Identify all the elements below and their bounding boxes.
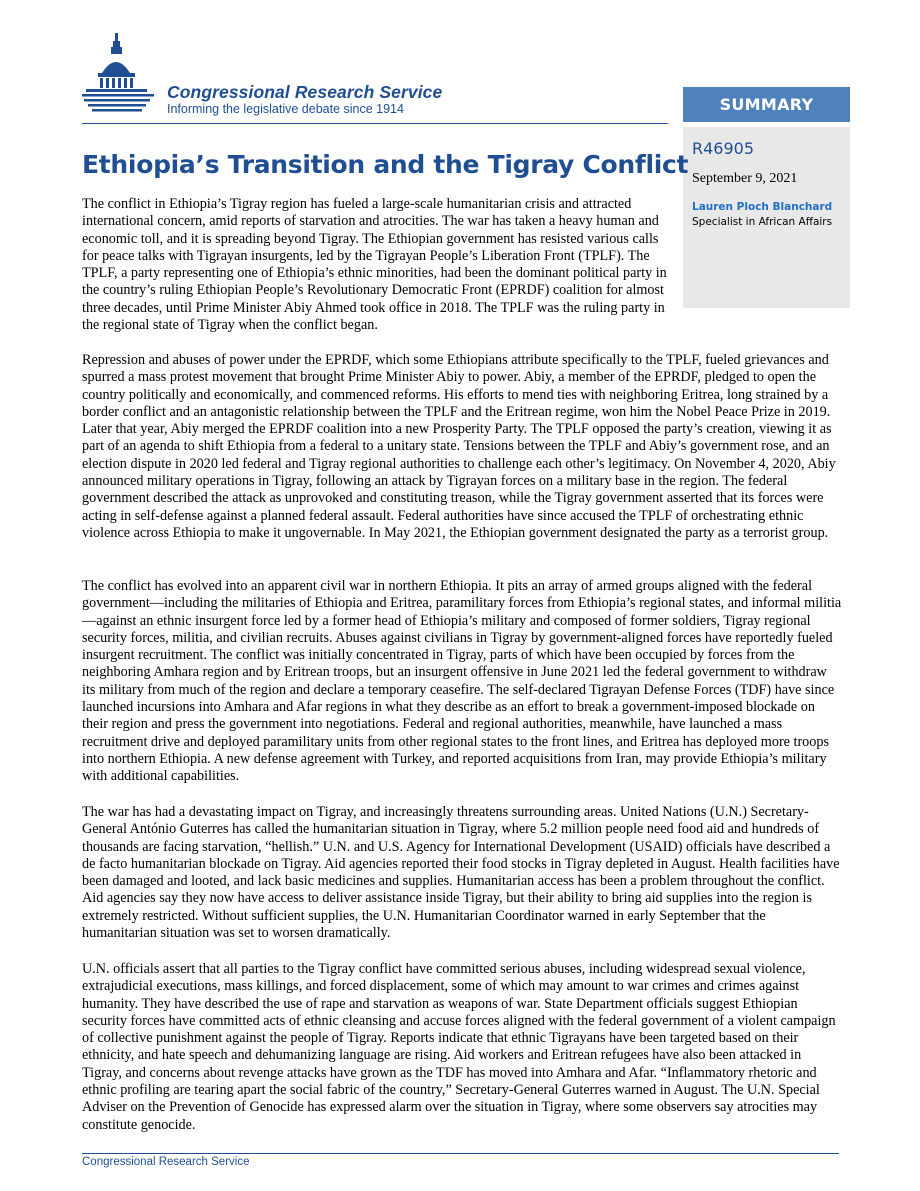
footer-org-name: Congressional Research Service [82, 1156, 250, 1168]
summary-paragraph: The war has had a devastating impact on Tigray, and increasingly threatens surrounding areas. United Nations (U.N.) Secretary-General António Guterres has called the humanitarian situation in Tigray, where 5.2 million people need food aid and hundreds of thousands are facing starvation, “hellish.” U.N. and U.S. Agency for International Development (USAID) officials have described a de facto humanitarian blockade on Tigray. Aid agencies reported their food stocks in Tigray depleted in August. Health facilities have been damaged and looted, and lack basic medicines and supplies. Humanitarian access has been a problem throughout the conflict. Aid agencies say they now have access to deliver assistance inside Tigray, but their ability to bring aid supplies into the region is extremely restricted. Without sufficient supplies, the U.N. Humanitarian Coordinator warned in early September that the humanitarian situation was set to worsen dramatically. [82, 804, 840, 942]
summary-sidebar [683, 87, 850, 308]
author-title: Specialist in African Affairs [692, 216, 833, 228]
footer-divider [82, 1153, 839, 1154]
summary-paragraph: Repression and abuses of power under the EPRDF, which some Ethiopians attribute specifically to the TPLF, fueled grievances and spurred a mass protest movement that brought Prime Minister Abiy to power. Abiy, a member of the EPRDF, pledged to open the country politically and economically, and commenced reforms. His efforts to mend ties with neighboring Eritrea, long strained by a border conflict and an antagonistic relationship between the TPLF and the Eritrean regime, won him the Nobel Peace Prize in 2019. Later that year, Abiy merged the EPRDF coalition into a new Prosperity Party. The TPLF opposed the party’s creation, viewing it as part of an agenda to shift Ethiopia from a federal to a unitary state. Tensions between the TPLF and Abiy’s government rose, and an election dispute in 2020 led federal and Tigray regional authorities to challenge each other’s legitimacy. On November 4, 2020, Abiy announced military operations in Tigray, following an attack by Tigrayan forces on a military base in the region. The federal government described the attack as unprovoked and constituting treason, while the Tigray government asserted that its forces were acting in self-defense against a planned federal assault. Federal authorities have since accused the TPLF of orchestrating ethnic violence across Ethiopia to make it ungovernable. In May 2021, the Ethiopian government designated the party as a terrorist group. [82, 352, 836, 541]
org-name: Congressional Research Service [167, 82, 443, 102]
summary-paragraph: The conflict in Ethiopia’s Tigray region has fueled a large-scale humanitarian crisis and attracted international concern, amid reports of starvation and atrocities. The war has taken a heavy human and economic toll, and it is spreading beyond Tigray. The Ethiopian government has resisted various calls for peace talks with Tigrayan insurgents, led by the Tigrayan People’s Liberation Front (TPLF). The TPLF, a party representing one of Ethiopia’s ethnic minorities, had been the dominant political party in the country’s ruling Ethiopian People’s Revolutionary Democratic Front (EPRDF) coalition for almost three decades, until Prime Minister Abiy Ahmed took office in 2018. The TPLF was the ruling party in the regional state of Tigray when the conflict began. [82, 196, 667, 334]
author-name[interactable]: Lauren Ploch Blanchard [692, 201, 833, 213]
crs-logo [82, 33, 472, 123]
header-divider [82, 123, 668, 124]
document-title: Ethiopia’s Transition and the Tigray Conflict [82, 150, 689, 179]
summary-paragraph: U.N. officials assert that all parties to the Tigray conflict have committed serious abuses, including widespread sexual violence, extrajudicial executions, mass killings, and forced displacement, some of which may amount to war crimes and crimes against humanity. They have described the use of rape and starvation as weapons of war. State Department officials suggest Ethiopian security forces have committed acts of ethnic cleansing and accuse forces aligned with the federal government of a violent campaign of collective punishment against the people of Tigray. Reports indicate that ethnic Tigrayans have been targeted based on their ethnicity, and hate speech and dehumanizing language are rising. Aid workers and Eritrean refugees have also been attacked in Tigray, and concerns about revenge attacks have grown as the TDF has moved into Amhara and Afar. “Inflammatory rhetoric and ethnic profiling are tearing apart the social fabric of the country,” Secretary-General Guterres warned in August. The U.N. Special Adviser on the Prevention of Genocide has expressed alarm over the situation in Tigray, where some observers say atrocities may constitute genocide. [82, 961, 836, 1133]
report-date: September 9, 2021 [692, 171, 798, 186]
report-info-box [683, 127, 850, 308]
report-number: R46905 [692, 139, 755, 158]
capitol-dome-icon [82, 33, 167, 119]
org-tagline: Informing the legislative debate since 1914 [167, 102, 404, 116]
summary-paragraph: The conflict has evolved into an apparent civil war in northern Ethiopia. It pits an array of armed groups aligned with the federal government—including the militaries of Ethiopia and Eritrea, paramilitary forces from Ethiopia’s regional states, and informal militia—against an ethnic insurgent force led by a former head of Ethiopia’s military and composed of former soldiers, Tigray regional security forces, militia, and civilian recruits. Abuses against civilians in Tigray by government-aligned forces have reportedly fueled insurgent recruitment. The conflict was initially concentrated in Tigray, parts of which have been occupied by forces from the neighboring Amhara region and by Eritrean troops, but an insurgent offensive in June 2021 led the federal government to withdraw its military from much of the region and declare a temporary ceasefire. The self-declared Tigrayan Defense Forces (TDF) have since launched incursions into Amhara and Afar regions in what they describe as an effort to break a government-imposed blockade on their region and press the government into negotiations. Federal and regional authorities, meanwhile, have launched a mass recruitment drive and deployed paramilitary units from other regional states to the front lines, and Eritrea has deployed more troops into northern Ethiopia. A new defense agreement with Turkey, and reported acquisitions from Iran, may provide Ethiopia’s military with additional capabilities. [82, 578, 842, 785]
summary-heading: SUMMARY [683, 87, 850, 122]
